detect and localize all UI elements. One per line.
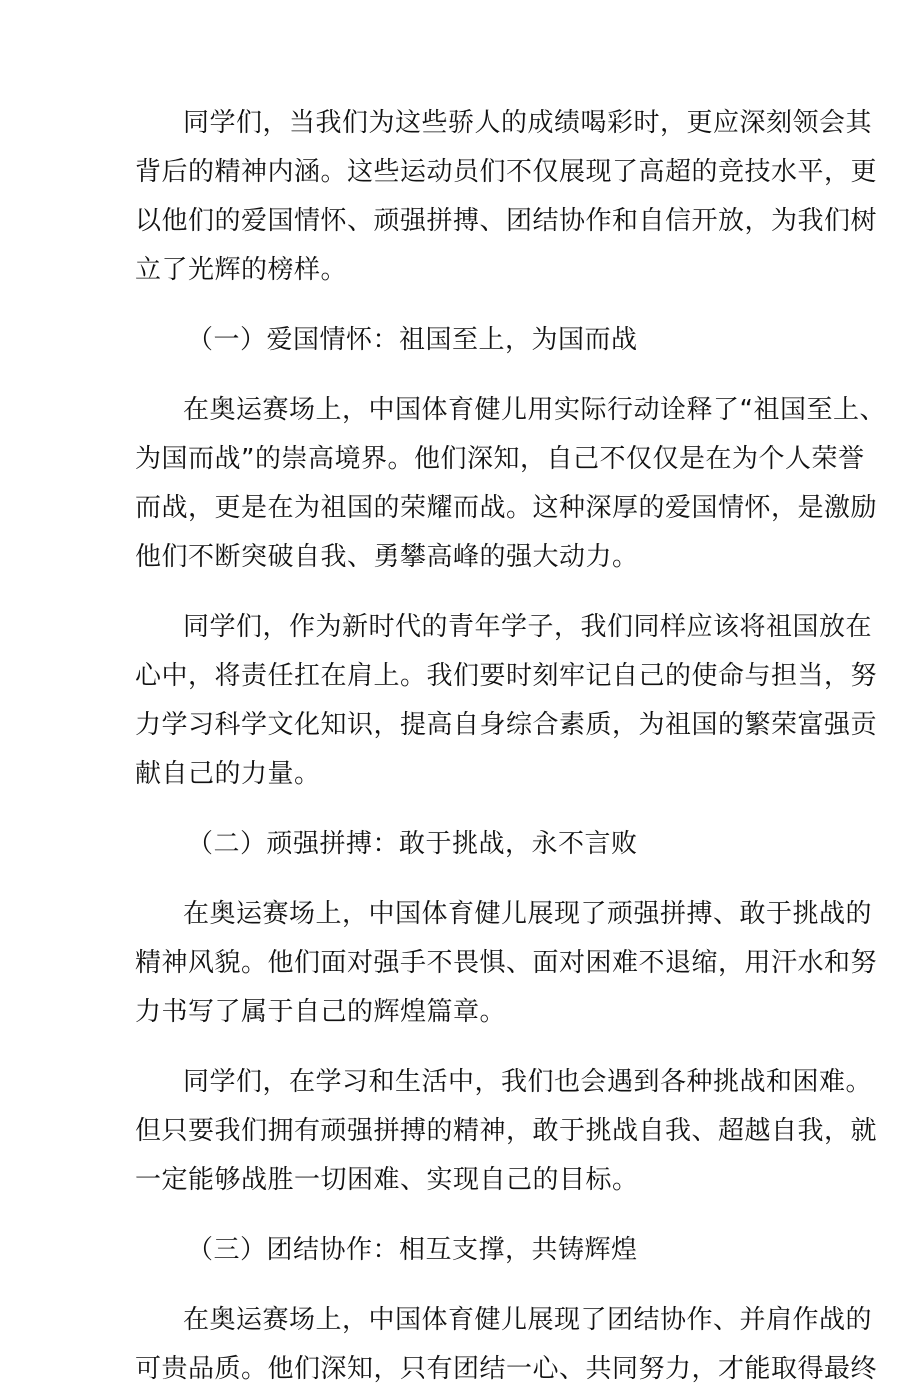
paragraph-1-line-3: 以他们的爱国情怀、顽强拼搏、团结协作和自信开放，为我们树 xyxy=(135,206,878,236)
paragraph-3-line-3: 力学习科学文化知识，提高自身综合素质，为祖国的繁荣富强贡 xyxy=(135,710,878,740)
paragraph-4-line-3: 力书写了属于自己的辉煌篇章。 xyxy=(135,997,507,1027)
paragraph-1-line-4: 立了光辉的榜样。 xyxy=(135,255,348,285)
paragraph-3-line-4: 献自己的力量。 xyxy=(135,759,321,789)
paragraph-3-line-2: 心中，将责任扛在肩上。我们要时刻牢记自己的使命与担当，努 xyxy=(135,661,878,691)
paragraph-4-line-2: 精神风貌。他们面对强手不畏惧、面对困难不退缩，用汗水和努 xyxy=(135,948,878,978)
section-heading-3: （三）团结协作：相互支撑，共铸辉煌 xyxy=(187,1235,638,1265)
paragraph-1-line-2: 背后的精神内涵。这些运动员们不仅展现了高超的竞技水平，更 xyxy=(135,157,878,187)
paragraph-6-line-1: 在奥运赛场上，中国体育健儿展现了团结协作、并肩作战的 xyxy=(183,1305,873,1335)
paragraph-2-line-1: 在奥运赛场上，中国体育健儿用实际行动诠释了“祖国至上、 xyxy=(183,395,886,425)
paragraph-2-line-2: 为国而战”的崇高境界。他们深知，自己不仅仅是在为个人荣誉 xyxy=(135,444,865,474)
paragraph-4-line-1: 在奥运赛场上，中国体育健儿展现了顽强拼搏、敢于挑战的 xyxy=(183,899,873,929)
paragraph-6-line-2: 可贵品质。他们深知，只有团结一心、共同努力，才能取得最终 xyxy=(135,1354,878,1384)
paragraph-1-line-1: 同学们，当我们为这些骄人的成绩喝彩时，更应深刻领会其 xyxy=(183,108,873,138)
section-heading-1: （一）爱国情怀：祖国至上，为国而战 xyxy=(187,325,638,355)
section-heading-2: （二）顽强拼搏：敢于挑战，永不言败 xyxy=(187,829,638,859)
paragraph-5-line-2: 但只要我们拥有顽强拼搏的精神，敢于挑战自我、超越自我，就 xyxy=(135,1116,878,1146)
paragraph-3-line-1: 同学们，作为新时代的青年学子，我们同样应该将祖国放在 xyxy=(183,612,873,642)
paragraph-2-line-3: 而战，更是在为祖国的荣耀而战。这种深厚的爱国情怀，是激励 xyxy=(135,493,878,523)
paragraph-5-line-1: 同学们，在学习和生活中，我们也会遇到各种挑战和困难。 xyxy=(183,1067,873,1097)
paragraph-5-line-3: 一定能够战胜一切困难、实现自己的目标。 xyxy=(135,1165,639,1195)
paragraph-2-line-4: 他们不断突破自我、勇攀高峰的强大动力。 xyxy=(135,542,639,572)
